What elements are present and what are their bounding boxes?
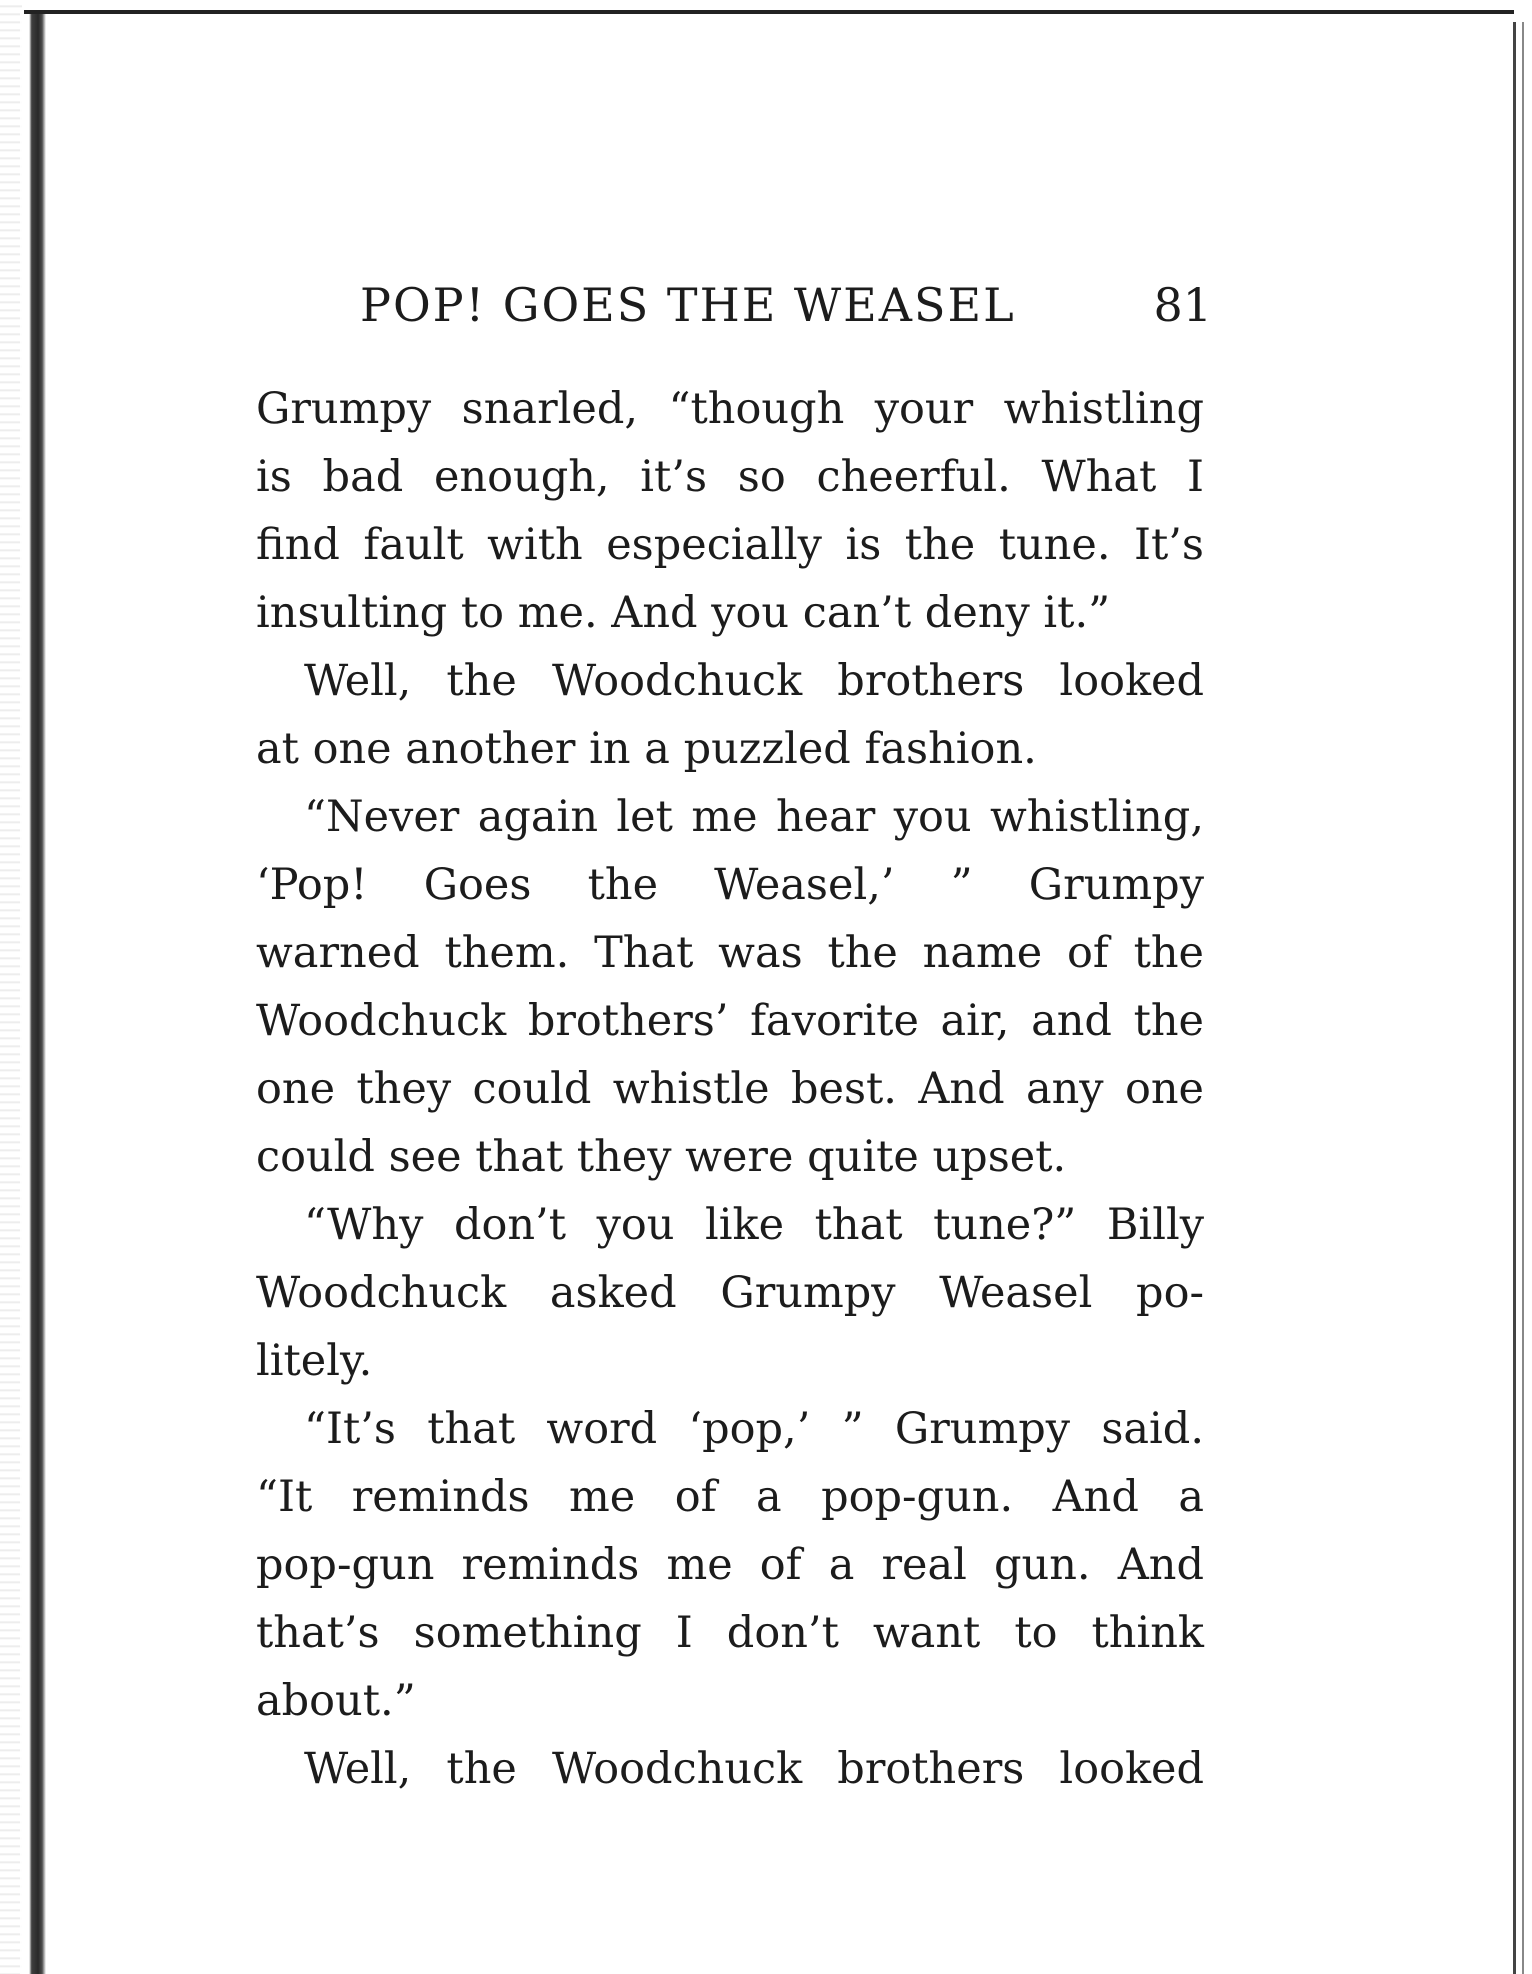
text-line: “Never again let me hear you whistling, <box>304 792 1204 842</box>
text-line: pop-gun reminds me of a real gun. And <box>256 1540 1204 1590</box>
page-number: 81 <box>1153 278 1212 332</box>
text-line: “It reminds me of a pop-gun. And a <box>256 1472 1204 1522</box>
text-line: Well, the Woodchuck brothers looked <box>304 1744 1204 1794</box>
text-line: that’s something I don’t want to think <box>256 1608 1204 1658</box>
text-line: Woodchuck brothers’ favorite air, and the <box>256 996 1204 1046</box>
text-line: could see that they were quite upset. <box>256 1132 1067 1182</box>
text-line: is bad enough, it’s so cheerful. What I <box>256 452 1204 502</box>
text-line: Grumpy snarled, “though your whistling <box>256 384 1204 434</box>
text-line: one they could whistle best. And any one <box>256 1064 1204 1114</box>
page-right-edge <box>1513 22 1516 1974</box>
text-line: find fault with especially is the tune. It’s <box>256 520 1204 570</box>
text-line: warned them. That was the name of the <box>256 928 1204 978</box>
book-spine-shadow <box>20 10 46 1974</box>
text-line: about.” <box>256 1676 416 1726</box>
running-head <box>360 278 1212 338</box>
text-line: “It’s that word ‘pop,’ ” Grumpy said. <box>304 1404 1204 1454</box>
body-text <box>256 375 1204 1803</box>
page-top-edge <box>24 10 1514 14</box>
text-line: at one another in a puzzled fashion. <box>256 724 1037 774</box>
scan-margin-speckle <box>0 0 22 1974</box>
text-line: Woodchuck asked Grumpy Weasel po- <box>256 1268 1204 1318</box>
text-line: insulting to me. And you can’t deny it.” <box>256 588 1111 638</box>
text-line: ‘Pop! Goes the Weasel,’ ” Grumpy <box>256 860 1204 910</box>
text-line: litely. <box>256 1336 373 1386</box>
text-line: Well, the Woodchuck brothers looked <box>304 656 1204 706</box>
running-title: POP! GOES THE WEASEL <box>360 278 1016 332</box>
page-right-edge-outer <box>1522 22 1524 1974</box>
text-line: “Why don’t you like that tune?” Billy <box>304 1200 1204 1250</box>
